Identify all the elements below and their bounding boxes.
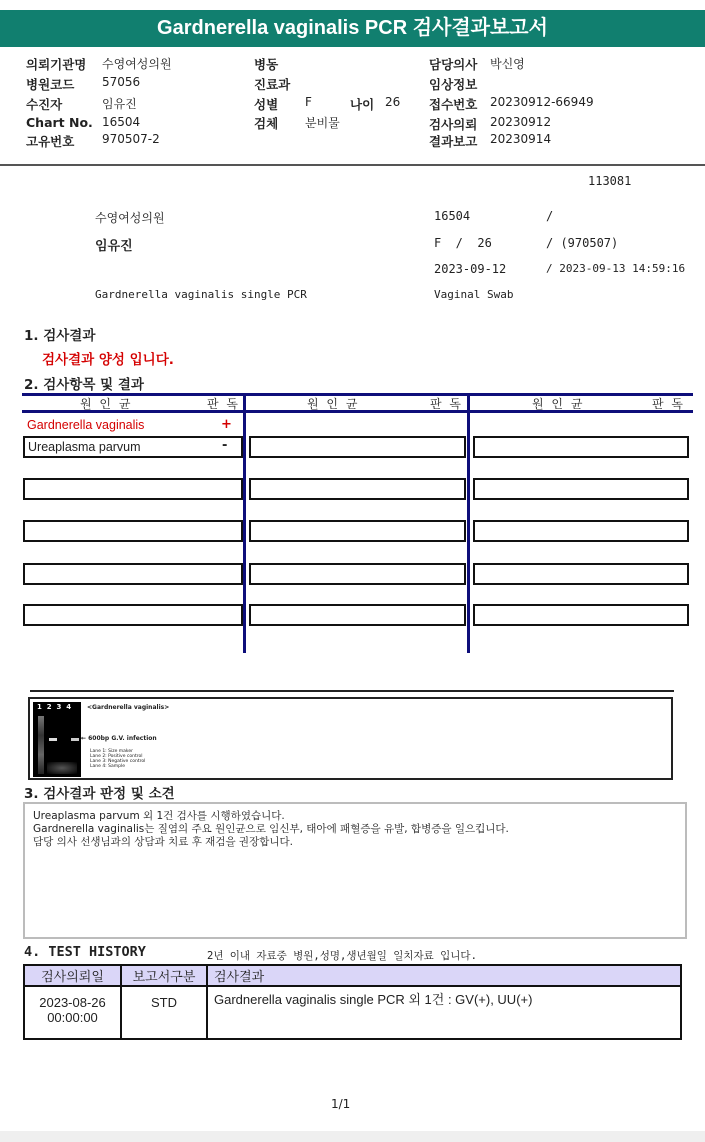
result-cell bbox=[473, 520, 689, 542]
gel-title: <Gardnerella vaginalis> bbox=[87, 704, 170, 711]
result-cell bbox=[249, 604, 466, 626]
summary-specimen: Vaginal Swab bbox=[434, 288, 514, 301]
organism-judge: + bbox=[221, 417, 232, 432]
result-cell bbox=[23, 520, 243, 542]
value-receipt-no: 20230912-66949 bbox=[490, 95, 594, 109]
value-chart-no: 16504 bbox=[102, 115, 141, 129]
label-unique-no: 고유번호 bbox=[26, 134, 75, 149]
section2-title: 2. 검사항목 및 결과 bbox=[24, 377, 144, 393]
history-note: 2년 이내 자료중 병원,성명,생년월일 일치자료 입니다. bbox=[207, 950, 477, 962]
gel-lane-ladder bbox=[38, 716, 44, 774]
value-request-date: 20230912 bbox=[490, 115, 552, 129]
page-bottom-bar bbox=[0, 1131, 705, 1142]
label-chart-no: Chart No. bbox=[26, 115, 93, 130]
summary-patient-name: 임유진 bbox=[95, 239, 133, 254]
report-code: 113081 bbox=[588, 174, 632, 188]
opinion-line: 담당 의사 선생님과의 상담과 치료 후 재검을 권장합니다. bbox=[33, 836, 293, 848]
history-date: 2023-08-26 bbox=[39, 995, 106, 1010]
opinion-panel bbox=[23, 802, 687, 939]
result-cell bbox=[23, 604, 243, 626]
organism-name: Gardnerella vaginalis bbox=[27, 418, 145, 432]
value-patient: 임유진 bbox=[102, 97, 137, 111]
result-cell bbox=[473, 436, 689, 458]
value-sex: F bbox=[305, 95, 312, 109]
gel-band-positive bbox=[49, 738, 57, 741]
col-header-organism: 원 인 균 bbox=[307, 397, 360, 411]
report-title: Gardnerella vaginalis PCR 검사결과보고서 bbox=[0, 10, 705, 47]
summary-report-datetime: / 2023-09-13 14:59:16 bbox=[546, 262, 686, 275]
col-header-judge: 판 독 bbox=[430, 397, 463, 411]
summary-hospital: 수영여성의원 bbox=[95, 211, 165, 225]
gel-legend-item: Lane 1: Size maker bbox=[90, 749, 133, 754]
label-doctor: 담당의사 bbox=[429, 57, 478, 72]
label-patient: 수진자 bbox=[26, 97, 63, 112]
results-table bbox=[22, 393, 693, 655]
result-summary: 검사결과 양성 입니다. bbox=[42, 352, 174, 368]
history-col-result: 검사결과 bbox=[207, 965, 681, 986]
summary-birth: / (970507) bbox=[546, 236, 619, 250]
history-col-type: 보고서구분 bbox=[121, 965, 207, 986]
opinion-line: Ureaplasma parvum 외 1건 검사를 시행하였습니다. bbox=[33, 810, 285, 822]
organism-name: Ureaplasma parvum bbox=[28, 440, 141, 454]
value-institution: 수영여성의원 bbox=[102, 57, 172, 71]
section3-title: 3. 검사결과 판정 및 소견 bbox=[24, 786, 175, 802]
summary-request-date: 2023-09-12 bbox=[434, 262, 507, 276]
label-ward: 병동 bbox=[254, 57, 279, 72]
section4-title: 4. TEST HISTORY bbox=[24, 944, 146, 960]
summary-test-name: Gardnerella vaginalis single PCR bbox=[95, 288, 307, 301]
history-time: 00:00:00 bbox=[47, 1010, 98, 1025]
organism-judge: - bbox=[222, 438, 228, 453]
history-type: STD bbox=[121, 986, 207, 1039]
label-specimen: 검체 bbox=[254, 116, 279, 131]
result-cell bbox=[23, 563, 243, 585]
opinion-line: Gardnerella vaginalis는 질염의 주요 원인균으로 임신부, 태아에 패혈증을 유발, 합병증을 일으킵니다. bbox=[33, 823, 509, 835]
gel-legend bbox=[90, 749, 145, 769]
value-age: 26 bbox=[385, 95, 401, 109]
gel-legend-item: Lane 4: Sample bbox=[90, 764, 125, 769]
col-header-judge: 판 독 bbox=[207, 397, 240, 411]
result-cell bbox=[249, 520, 466, 542]
column-divider bbox=[243, 393, 246, 653]
history-date-cell bbox=[24, 986, 121, 1039]
col-header-organism: 원 인 균 bbox=[80, 397, 133, 411]
label-hospital-code: 병원코드 bbox=[26, 77, 75, 92]
result-cell bbox=[249, 563, 466, 585]
gel-divider bbox=[30, 690, 674, 692]
value-unique-no: 970507-2 bbox=[102, 132, 160, 146]
result-cell bbox=[249, 436, 466, 458]
history-table-wrap bbox=[23, 964, 682, 1040]
result-cell bbox=[23, 478, 243, 500]
gel-legend-item: Lane 2: Positive control bbox=[90, 754, 143, 759]
col-header-judge: 판 독 bbox=[652, 397, 685, 411]
label-institution: 의뢰기관명 bbox=[26, 57, 87, 72]
header-divider bbox=[0, 164, 705, 166]
history-row bbox=[24, 986, 681, 1039]
gel-figure bbox=[28, 697, 673, 780]
label-age: 나이 bbox=[350, 97, 375, 112]
section1-title: 1. 검사결과 bbox=[24, 328, 96, 344]
info-grid bbox=[0, 55, 705, 155]
summary-slash: / bbox=[546, 209, 554, 223]
result-cell bbox=[473, 478, 689, 500]
label-receipt-no: 접수번호 bbox=[429, 97, 478, 112]
gel-primer-glow bbox=[47, 762, 77, 774]
summary-sex-age: F / 26 bbox=[434, 236, 492, 250]
page-number: 1/1 bbox=[331, 1097, 351, 1111]
label-clinical-info: 임상정보 bbox=[429, 77, 478, 92]
history-table bbox=[23, 964, 682, 1040]
label-request-date: 검사의뢰 bbox=[429, 117, 478, 132]
result-cell bbox=[473, 563, 689, 585]
value-doctor: 박신영 bbox=[490, 57, 525, 71]
result-cell bbox=[249, 478, 466, 500]
summary-chart: 16504 bbox=[434, 209, 471, 223]
gel-legend-item: Lane 3: Negative control bbox=[90, 759, 146, 764]
label-report-date: 결과보고 bbox=[429, 134, 478, 149]
label-sex: 성별 bbox=[254, 97, 279, 112]
result-cell bbox=[473, 604, 689, 626]
gel-annotation: ← 600bp G.V. infection bbox=[81, 735, 157, 742]
value-report-date: 20230914 bbox=[490, 132, 552, 146]
value-specimen: 분비물 bbox=[305, 116, 340, 130]
value-hospital-code: 57056 bbox=[102, 75, 141, 89]
column-divider bbox=[467, 393, 470, 653]
history-col-date: 검사의뢰일 bbox=[24, 965, 121, 986]
gel-band-sample bbox=[71, 738, 79, 741]
gel-image bbox=[33, 702, 81, 777]
gel-lane-numbers: 1 2 3 4 bbox=[37, 703, 72, 711]
label-department: 진료과 bbox=[254, 77, 291, 92]
history-result: Gardnerella vaginalis single PCR 외 1건 : GV(+), UU(+) bbox=[207, 986, 681, 1039]
result-cell bbox=[23, 436, 243, 458]
col-header-organism: 원 인 균 bbox=[532, 397, 585, 411]
